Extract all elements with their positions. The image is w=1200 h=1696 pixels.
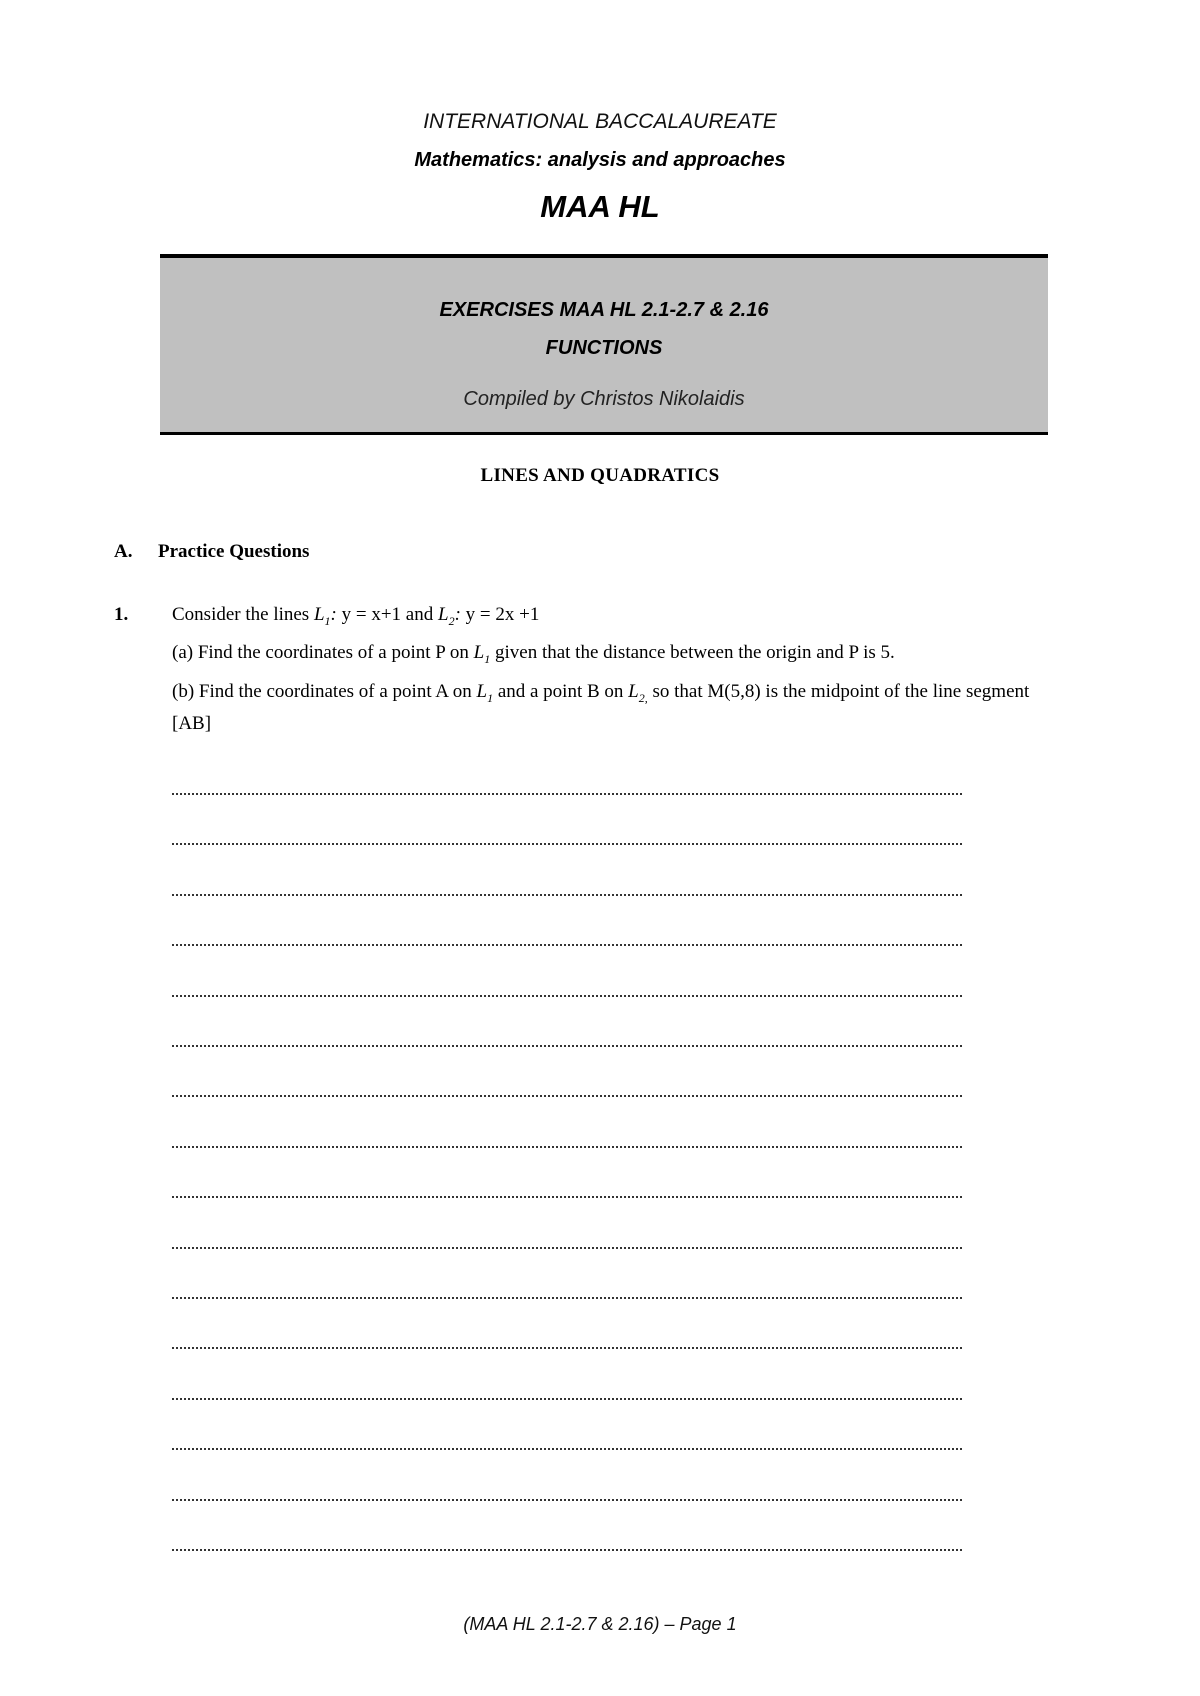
part-a-lead: (a) Find the coordinates of a point P on xyxy=(172,642,474,663)
header-organization: INTERNATIONAL BACCALAUREATE xyxy=(423,110,777,133)
part-b-lead: (b) Find the coordinates of a point A on xyxy=(172,681,477,702)
l2-colon: : xyxy=(454,604,466,625)
l2-equation: y = 2x +1 xyxy=(465,604,540,625)
part-a-subscript: 1 xyxy=(484,651,491,666)
section-title: LINES AND QUADRATICS xyxy=(480,465,720,486)
answer-line[interactable] xyxy=(172,793,962,795)
banner-subtitle: FUNCTIONS xyxy=(545,337,663,359)
page-footer: (MAA HL 2.1-2.7 & 2.16) – Page 1 xyxy=(463,1614,737,1634)
part-b-subscript2: 2, xyxy=(638,690,648,705)
l2-subscript: 2 xyxy=(448,613,455,628)
answer-line[interactable] xyxy=(172,1448,962,1450)
part-b-line1: L xyxy=(476,681,488,702)
part-marker: A. xyxy=(114,541,133,562)
banner-title: EXERCISES MAA HL 2.1-2.7 & 2.16 xyxy=(439,299,769,321)
stem-lead: Consider the lines xyxy=(172,604,314,625)
header-course: Mathematics: analysis and approaches xyxy=(414,149,786,171)
part-b-tail: so that M(5,8) is the midpoint of the line segment [AB] xyxy=(172,681,1030,734)
part-b-subscript1: 1 xyxy=(487,690,494,705)
part-b-line2: L xyxy=(628,681,639,702)
l2-name: L xyxy=(437,604,449,625)
question-number: 1. xyxy=(114,604,129,625)
answer-line[interactable] xyxy=(172,843,962,845)
answer-line[interactable] xyxy=(172,1347,962,1349)
question-part-b xyxy=(172,679,1048,737)
answer-line[interactable] xyxy=(172,1247,962,1249)
banner-credit: Compiled by Christos Nikolaidis xyxy=(463,388,745,410)
question-stem xyxy=(172,604,539,629)
answer-line[interactable] xyxy=(172,894,962,896)
answer-line[interactable] xyxy=(172,1499,962,1501)
l1-name: L xyxy=(313,604,325,625)
question-part-a xyxy=(172,642,895,667)
answer-line[interactable] xyxy=(172,1045,962,1047)
part-a-tail: given that the distance between the origin and P is 5. xyxy=(490,642,895,663)
answer-line[interactable] xyxy=(172,995,962,997)
part-b-mid: and a point B on xyxy=(493,681,629,702)
answer-line[interactable] xyxy=(172,1095,962,1097)
title-banner xyxy=(160,254,1048,435)
answer-line[interactable] xyxy=(172,1549,962,1551)
answer-line[interactable] xyxy=(172,1196,962,1198)
part-a-line: L xyxy=(473,642,485,663)
answer-line[interactable] xyxy=(172,1146,962,1148)
stem-and: and xyxy=(401,604,438,625)
l1-equation: y = x+1 xyxy=(341,604,402,625)
answer-line[interactable] xyxy=(172,1398,962,1400)
header-level: MAA HL xyxy=(540,189,660,224)
answer-line[interactable] xyxy=(172,1297,962,1299)
l1-colon: : xyxy=(330,604,342,625)
answer-line[interactable] xyxy=(172,944,962,946)
part-title: Practice Questions xyxy=(158,541,310,562)
l1-subscript: 1 xyxy=(324,613,331,628)
